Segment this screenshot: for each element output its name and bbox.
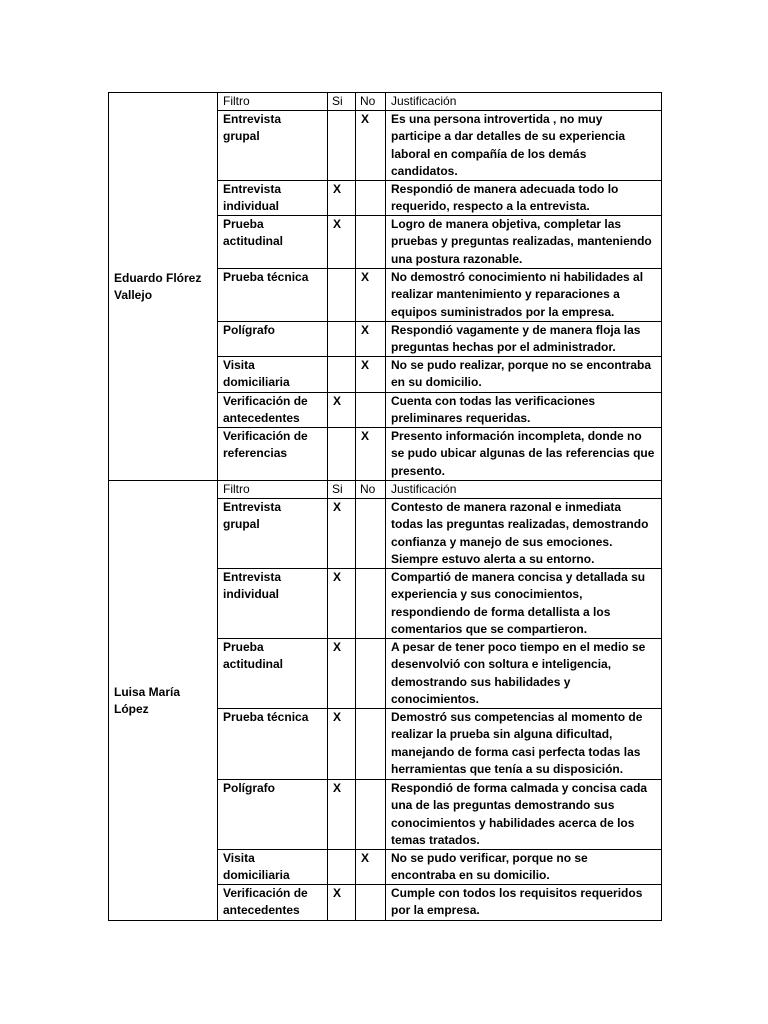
filter-name: Visita domiciliaria <box>223 358 290 390</box>
no-mark: X <box>361 323 370 337</box>
si-mark: X <box>333 886 342 900</box>
table-border <box>355 92 356 481</box>
filter-name: Visita domiciliaria <box>223 851 290 883</box>
filter-name: Prueba actitudinal <box>223 640 284 672</box>
header-filtro: Filtro <box>223 482 250 496</box>
si-mark: X <box>333 640 342 654</box>
filter-name: Entrevista individual <box>223 570 282 602</box>
header-si: Si <box>332 482 343 496</box>
table-border <box>217 92 218 481</box>
si-mark: X <box>333 394 342 408</box>
justification-text: Demostró sus competencias al momento de realizar la prueba sin alguna dificultad, manejando de forma casi perfecta todas las herramientas que tenía a su disposición. <box>391 710 643 777</box>
justification-text: Logro de manera objetiva, completar las pruebas y preguntas realizadas, manteniendo una postura razonable. <box>391 217 652 266</box>
table-border <box>385 92 386 481</box>
table-border <box>327 480 328 921</box>
table-border <box>108 92 109 481</box>
table-border <box>385 480 386 921</box>
candidate-name: Luisa María López <box>114 684 181 716</box>
table-border <box>108 480 109 921</box>
filter-name: Verificación de antecedentes <box>223 886 308 918</box>
justification-text: Respondió de manera adecuada todo lo requerido, respecto a la entrevista. <box>391 182 619 214</box>
filter-name: Entrevista individual <box>223 182 282 214</box>
table-border <box>327 92 328 481</box>
filter-name: Entrevista grupal <box>223 112 282 144</box>
filter-name: Prueba actitudinal <box>223 217 284 249</box>
filter-name: Verificación de referencias <box>223 429 308 461</box>
si-mark: X <box>333 182 342 196</box>
justification-text: Cuenta con todas las verificaciones preliminares requeridas. <box>391 394 596 426</box>
justification-text: Presento información incompleta, donde no se pudo ubicar algunas de las referencias que presento. <box>391 429 655 478</box>
header-justificacion: Justificación <box>391 482 457 496</box>
no-mark: X <box>361 429 370 443</box>
si-mark: X <box>333 500 342 514</box>
no-mark: X <box>361 270 370 284</box>
no-mark: X <box>361 112 370 126</box>
justification-text: No se pudo realizar, porque no se encontraba en su domicilio. <box>391 358 652 390</box>
justification-text: Contesto de manera razonal e inmediata todas las preguntas realizadas, demostrando confianza y manejo de sus emociones. Siempre estuvo alerta a su entorno. <box>391 500 649 567</box>
justification-text: Compartió de manera concisa y detallada su experiencia y sus conocimientos, respondiendo de forma detallista a los comentarios que se compartieron. <box>391 570 646 637</box>
si-mark: X <box>333 217 342 231</box>
si-mark: X <box>333 710 342 724</box>
header-filtro: Filtro <box>223 94 250 108</box>
no-mark: X <box>361 358 370 372</box>
no-mark: X <box>361 851 370 865</box>
filter-name: Entrevista grupal <box>223 500 282 532</box>
justification-text: A pesar de tener poco tiempo en el medio se desenvolvió con soltura e inteligencia, demostrando sus habilidades y conocimientos. <box>391 640 646 707</box>
table-border <box>661 480 662 921</box>
table-border <box>661 92 662 481</box>
justification-text: No se pudo verificar, porque no se encontraba en su domicilio. <box>391 851 588 883</box>
filter-name: Polígrafo <box>223 323 276 337</box>
header-no: No <box>360 482 376 496</box>
header-si: Si <box>332 94 343 108</box>
justification-text: Cumple con todos los requisitos requeridos por la empresa. <box>391 886 643 918</box>
header-justificacion: Justificación <box>391 94 457 108</box>
si-mark: X <box>333 781 342 795</box>
filter-name: Prueba técnica <box>223 710 309 724</box>
filter-name: Prueba técnica <box>223 270 309 284</box>
candidate-name: Eduardo Flórez Vallejo <box>114 270 202 302</box>
si-mark: X <box>333 570 342 584</box>
justification-text: No demostró conocimiento ni habilidades al realizar mantenimiento y reparaciones a equipos suministrados por la empresa. <box>391 270 644 319</box>
table-border <box>217 480 218 921</box>
justification-text: Respondió de forma calmada y concisa cada una de las preguntas demostrando sus conocimientos y habilidades acerca de los temas tratados. <box>391 781 648 848</box>
justification-text: Es una persona introvertida , no muy participe a dar detalles de su experiencia laboral en compañía de los demás candidatos. <box>391 112 626 179</box>
header-no: No <box>360 94 376 108</box>
filter-name: Verificación de antecedentes <box>223 394 308 426</box>
filter-name: Polígrafo <box>223 781 276 795</box>
justification-text: Respondió vagamente y de manera floja las preguntas hechas por el administrador. <box>391 323 641 355</box>
table-border <box>355 480 356 921</box>
